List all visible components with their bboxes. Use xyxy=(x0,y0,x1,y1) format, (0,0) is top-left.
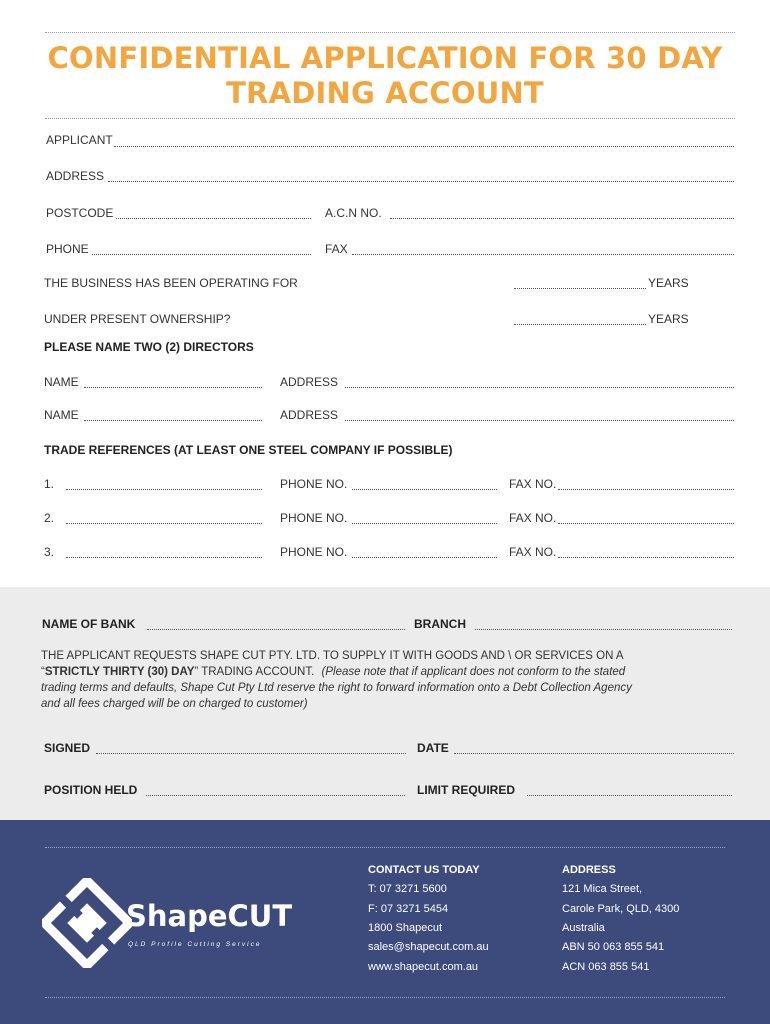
reference-1-number: 1. xyxy=(44,477,55,491)
position-label: POSITION HELD xyxy=(44,783,138,797)
limit-label: LIMIT REQUIRED xyxy=(417,783,515,797)
contact-phone[interactable]: T: 07 3271 5600 xyxy=(368,883,447,895)
date-field[interactable] xyxy=(454,753,734,754)
address-line-2: Carole Park, QLD, 4300 xyxy=(562,903,680,915)
phone-field[interactable] xyxy=(92,254,311,255)
request-line-1: THE APPLICANT REQUESTS SHAPE CUT PTY. LTD. TO SUPPLY IT WITH GOODS AND \ OR SERVICES ON A xyxy=(41,650,624,662)
date-label: DATE xyxy=(417,741,449,755)
bank-section xyxy=(0,587,770,820)
request-line-2-text: ” TRADING ACCOUNT. xyxy=(194,666,315,678)
ownership-label: UNDER PRESENT OWNERSHIP? xyxy=(44,312,231,326)
operating-years-label: YEARS xyxy=(648,276,689,290)
operating-years-field[interactable] xyxy=(514,288,646,289)
top-rule xyxy=(45,32,735,33)
reference-2-number: 2. xyxy=(44,511,55,525)
address-heading: ADDRESS xyxy=(562,864,616,876)
reference-2-fax-field[interactable] xyxy=(558,523,734,524)
contact-fax: F: 07 3271 5454 xyxy=(368,903,449,915)
contact-email-link[interactable]: sales@shapecut.com.au xyxy=(368,941,489,953)
reference-3-phone-label: PHONE NO. xyxy=(280,545,348,559)
operating-label: THE BUSINESS HAS BEEN OPERATING FOR xyxy=(44,276,298,290)
request-note-3 xyxy=(41,696,731,712)
reference-3-fax-label: FAX NO. xyxy=(509,545,557,559)
acn-label: A.C.N NO. xyxy=(325,206,382,220)
reference-1-phone-field[interactable] xyxy=(352,489,497,490)
reference-1-phone-label: PHONE NO. xyxy=(280,477,348,491)
contact-freecall[interactable]: 1800 Shapecut xyxy=(368,922,443,934)
reference-1-fax-field[interactable] xyxy=(558,489,734,490)
page-title-line-2: TRADING ACCOUNT xyxy=(226,76,544,110)
branch-field[interactable] xyxy=(475,629,732,630)
reference-2-phone-label: PHONE NO. xyxy=(280,511,348,525)
branch-label: BRANCH xyxy=(414,617,466,631)
request-note-1: (Please note that if applicant does not conform to the stated xyxy=(321,666,626,678)
signed-label: SIGNED xyxy=(44,741,91,755)
director-1-address-field[interactable] xyxy=(345,387,734,388)
directors-heading: PLEASE NAME TWO (2) DIRECTORS xyxy=(44,340,254,354)
address-line-1: 121 Mica Street, xyxy=(562,883,643,895)
bank-field[interactable] xyxy=(147,629,405,630)
director-1-name-label: NAME xyxy=(44,375,79,389)
address-line-3: Australia xyxy=(562,922,605,934)
applicant-field[interactable] xyxy=(114,146,734,147)
abn-number: ABN 50 063 855 541 xyxy=(562,941,665,953)
bank-label: NAME OF BANK xyxy=(42,617,136,631)
logo-tagline: QLD Profile Cutting Service xyxy=(128,941,262,948)
reference-2-field[interactable] xyxy=(66,523,262,524)
contact-heading: CONTACT US TODAY xyxy=(368,864,480,876)
logo-text: ShapeCUT xyxy=(126,899,293,933)
address-label: ADDRESS xyxy=(46,169,105,183)
applicant-label: APPLICANT xyxy=(46,133,113,147)
director-2-address-label: ADDRESS xyxy=(280,408,339,422)
acn-number: ACN 063 855 541 xyxy=(562,961,650,973)
references-heading: TRADE REFERENCES (AT LEAST ONE STEEL COMPANY IF POSSIBLE) xyxy=(44,443,453,457)
title-rule xyxy=(45,118,735,119)
signed-field[interactable] xyxy=(96,753,406,754)
limit-field[interactable] xyxy=(527,795,732,796)
footer xyxy=(0,820,770,1024)
footer-top-rule xyxy=(45,847,725,848)
reference-1-fax-label: FAX NO. xyxy=(509,477,557,491)
request-paragraph xyxy=(41,648,731,712)
postcode-label: POSTCODE xyxy=(46,206,114,220)
director-1-address-label: ADDRESS xyxy=(280,375,339,389)
ownership-years-field[interactable] xyxy=(514,324,646,325)
ownership-years-label: YEARS xyxy=(648,312,689,326)
reference-1-field[interactable] xyxy=(66,489,262,490)
position-field[interactable] xyxy=(146,795,405,796)
request-line-2 xyxy=(41,664,731,680)
reference-3-phone-field[interactable] xyxy=(352,557,497,558)
footer-bottom-rule xyxy=(45,997,725,998)
request-quote-open: “ xyxy=(41,666,45,678)
request-note-2 xyxy=(41,680,731,696)
request-bold: STRICTLY THIRTY (30) DAY xyxy=(44,666,195,678)
director-1-name-field[interactable] xyxy=(84,387,262,388)
page-title-line-1: CONFIDENTIAL APPLICATION FOR 30 DAY xyxy=(47,41,723,75)
logo-mark-icon xyxy=(42,878,132,968)
request-note-3-text: and all fees charged will be on charged to customer) xyxy=(41,698,308,710)
director-2-name-field[interactable] xyxy=(84,420,262,421)
fax-field[interactable] xyxy=(352,254,734,255)
request-note-2-text: trading terms and defaults, Shape Cut Pty Ltd reserve the right to forward information onto a Debt Collection Agency xyxy=(41,682,632,694)
phone-label: PHONE xyxy=(46,242,89,256)
director-2-address-field[interactable] xyxy=(345,420,734,421)
acn-field[interactable] xyxy=(390,218,734,219)
reference-3-field[interactable] xyxy=(66,557,262,558)
director-2-name-label: NAME xyxy=(44,408,79,422)
postcode-field[interactable] xyxy=(116,218,311,219)
address-field[interactable] xyxy=(108,181,734,182)
reference-3-number: 3. xyxy=(44,545,55,559)
reference-3-fax-field[interactable] xyxy=(558,557,734,558)
fax-label: FAX xyxy=(325,242,348,256)
contact-website-link[interactable]: www.shapecut.com.au xyxy=(368,961,479,973)
reference-2-fax-label: FAX NO. xyxy=(509,511,557,525)
reference-2-phone-field[interactable] xyxy=(352,523,497,524)
